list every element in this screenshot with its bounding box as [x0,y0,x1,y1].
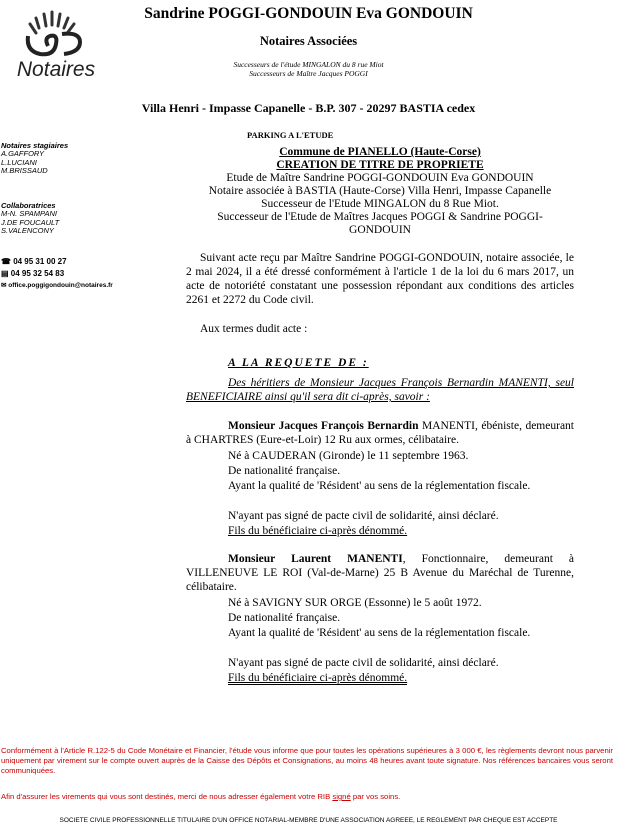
notice-rib [1,792,613,802]
person1-fils-text: Fils du bénéficiaire ci-après dénommé. [228,525,408,537]
commune-title: Commune de PIANELLO (Haute-Corse) [279,146,481,158]
header-associates: Notaires Associées [259,34,358,48]
doc-title-block [186,146,574,237]
collab-title: Collaboratrices [1,201,56,210]
parking-label: PARKING A L'ETUDE [247,130,334,140]
notice-paragraph: Conformément à l'Article R.122-5 du Code Monétaire et Financier, l'étude vous informe que pour toutes les opérations supérieures à 3 000 €, les règlements devront nous parvenir uniquement par virement sur le compte ouvert auprès de la Caisse des Dépôts et Consignations, au moins 48 heures avant toute signature. Nos références bancaires vous seront communiquées. [1,746,613,775]
person1-rest: MANENTI, ébéniste, demeurant à CHARTRES (Eure-et-Loir) 12 Ru aux ormes, célibataire. [186,420,574,446]
person1-pacs: N'ayant pas signé de pacte civil de solidarité, ainsi déclaré. [228,510,499,522]
collab-name: J.DE FOUCAULT [1,217,60,227]
person2-nationality: De nationalité française. [228,612,341,624]
notice-rib-c: par vos soins. [350,792,401,801]
collab-name: M-N. SPAMPANI [1,209,57,219]
phone-icon: ☎ [1,257,14,266]
header-address: Villa Henri - Impasse Capanelle - B.P. 307 - 20297 BASTIA cedex [141,101,476,115]
requete-label: A LA REQUETE DE : [228,357,369,369]
person2-residence: Ayant la qualité de 'Résident' au sens de la réglementation fiscale. [228,627,531,639]
sidebar-stagiaires [1,142,68,175]
person1-birth: Né à CAUDERAN (Gironde) le 11 septembre 1963. [228,450,469,462]
sidebar-collaboratrices [1,202,59,235]
etude-line: Etude de Maître Sandrine POGGI-GONDOUIN Eva GONDOUIN [226,172,534,184]
person2-fils-text: Fils du bénéficiaire ci-après dénommé. [228,672,408,684]
header-names: Sandrine POGGI-GONDOUIN Eva GONDOUIN [144,5,473,22]
person2-name: Monsieur Laurent MANENTI [228,553,403,565]
fax-number: 04 95 32 54 83 [10,269,65,278]
intro-paragraph: Suivant acte reçu par Maître Sandrine POGGI-GONDOUIN, notaire associée, le 2 mai 2024, il a été dressé conformément à l'article 1 de la loi du 6 mars 2017, un acte de notoriété constatant une possession répondant aux conditions des articles 2261 et 2272 du Code civil. [186,252,574,306]
logo-text: Notaires [16,58,96,81]
fax-line [1,268,113,280]
footer-legal: SOCIETE CIVILE PROFESSIONNELLE TITULAIRE D'UN OFFICE NOTARIAL-MEMBRE D'UNE ASSOCIATION AGREEE, LE REGLEMENT PAR CHEQUE EST ACCEPTE [59,817,558,824]
etude-line: Successeur de l'Etude de Maîtres Jacques POGGI & Sandrine POGGI- [217,211,543,223]
notice-rib-signed: signé [332,792,351,801]
stagiaire-name: L.LUCIANI [1,157,37,167]
person2-birth: Né à SAVIGNY SUR ORGE (Essonne) le 5 août 1972. [228,597,482,609]
etude-line: Successeur de l'Etude MINGALON du 8 Rue Miot. [261,198,499,210]
heritiers-paragraph [186,376,574,404]
heritiers-text: Des héritiers de Monsieur Jacques François Bernardin MANENTI, seul BENEFICIAIRE ainsi qu'il sera dit ci-après, savoir : [186,377,574,403]
person2-pacs: N'ayant pas signé de pacte civil de solidarité, ainsi déclaré. [228,657,499,669]
phone-line [1,256,113,268]
person1-nationality: De nationalité française. [228,465,341,477]
header-successors [0,60,617,78]
person2-intro [186,552,574,594]
person1-intro [186,419,574,447]
person2-rest: , Fonctionnaire, demeurant à VILLENEUVE LE ROI (Val-de-Marne) 25 B Avenue du Maréchal de Turenne, célibataire. [186,553,574,593]
successor-line: Successeurs de l'étude MINGALON du 8 rue Miot [233,60,384,69]
etude-line: Notaire associée à BASTIA (Haute-Corse) Villa Henri, Impasse Capanelle [208,185,552,197]
stagiaires-title: Notaires stagiaires [1,141,69,150]
stagiaire-name: A.GAFFORY [1,149,45,159]
etude-line: GONDOUIN [349,224,411,236]
collab-name: S.VALENCONY [1,225,54,235]
aux-termes: Aux termes dudit acte : [200,323,308,335]
phone-number: 04 95 31 00 27 [13,257,67,266]
successor-line: Successeurs de Maître Jacques POGGI [249,69,368,78]
email-icon: ✉ [1,282,9,289]
stagiaire-name: M.BRISSAUD [1,165,48,175]
sidebar-contacts [1,256,113,292]
email-link[interactable]: office.poggigondouin@notaires.fr [8,282,113,289]
person1-fils [186,524,574,538]
person1-residence: Ayant la qualité de 'Résident' au sens de la réglementation fiscale. [228,480,531,492]
requete-heading [186,356,574,370]
notice-rib-a: Afin d'assurer les virements qui vous sont destinés, merci de nous adresser également votre RIB [1,792,333,801]
creation-title: CREATION DE TITRE DE PROPRIETE [276,159,484,171]
fax-icon: ▤ [1,269,11,278]
email-line [1,280,113,292]
person1-name: Monsieur Jacques François Bernardin [228,420,419,432]
person2-fils [186,671,574,685]
